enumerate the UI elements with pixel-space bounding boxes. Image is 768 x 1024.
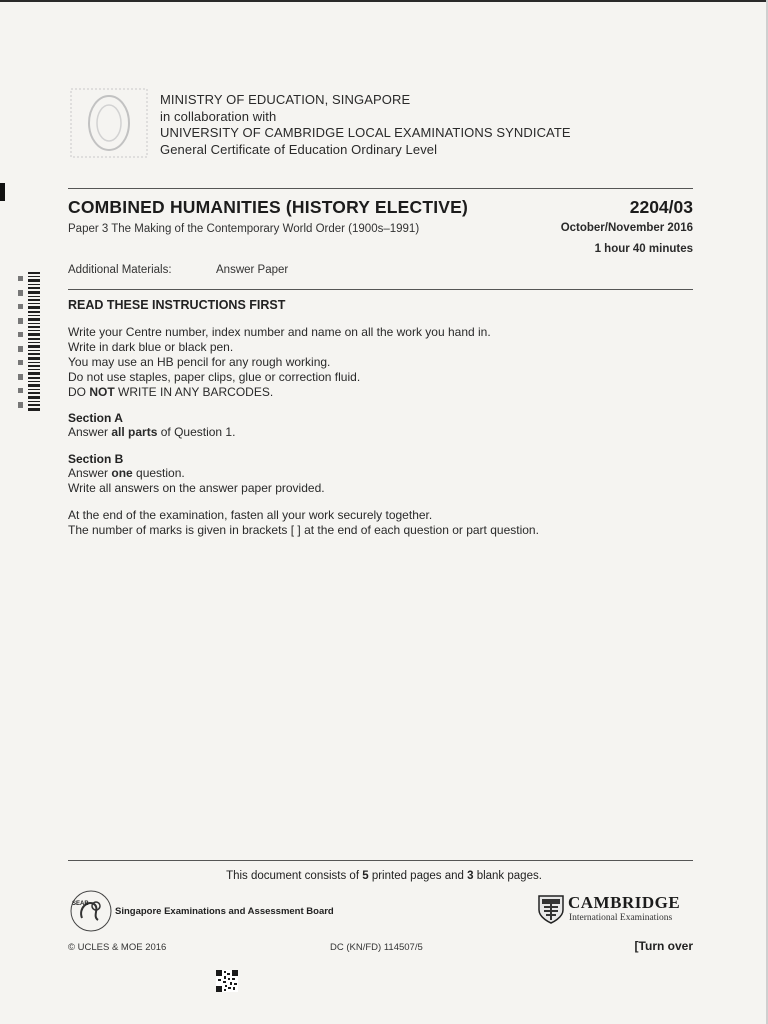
- ministry-line: MINISTRY OF EDUCATION, SINGAPORE: [160, 92, 411, 107]
- instructions-list: [68, 325, 491, 400]
- paper-title: Paper 3 The Making of the Contemporary World Order (1900s–1991): [68, 223, 420, 235]
- cambridge-shield-icon: [537, 894, 565, 924]
- section-b: [68, 452, 325, 496]
- emphasis-not: NOT: [89, 385, 115, 399]
- section-a-title: Section A: [68, 411, 123, 425]
- copyright: © UCLES & MOE 2016: [68, 942, 167, 953]
- text-run: question.: [132, 466, 185, 480]
- text-run: blank pages.: [473, 870, 542, 882]
- text-run: Answer: [68, 466, 112, 480]
- exam-duration: 1 hour 40 minutes: [594, 243, 693, 255]
- emphasis-one: one: [111, 466, 133, 480]
- text-run: This document consists of: [226, 870, 363, 882]
- ministry-header: [160, 92, 571, 158]
- exam-code: 2204/03: [629, 197, 693, 217]
- barcode-icon: [14, 270, 40, 416]
- closing-instructions: [68, 508, 539, 538]
- seab-name: Singapore Examinations and Assessment Board: [115, 906, 334, 917]
- ministry-line: General Certificate of Education Ordinary Level: [160, 141, 438, 157]
- cambridge-subtitle: International Examinations: [569, 913, 673, 923]
- materials-value: Answer Paper: [216, 264, 289, 276]
- instruction-line: Write your Centre number, index number and name on all the work you hand in.: [68, 325, 491, 339]
- binder-mark: [0, 183, 5, 201]
- blank-pages-count: 3: [467, 870, 474, 882]
- divider-footer: [68, 860, 693, 861]
- printed-pages-count: 5: [362, 870, 369, 882]
- section-b-instruction: [68, 466, 325, 481]
- turn-over: [Turn over: [634, 939, 693, 953]
- text-run: of Question 1.: [157, 425, 236, 439]
- closing-line: The number of marks is given in brackets [ ] at the end of each question or part question.: [68, 523, 539, 537]
- cambridge-wordmark: CAMBRIDGE: [568, 893, 681, 912]
- emphasis-all-parts: all parts: [111, 425, 158, 439]
- text-run: WRITE IN ANY BARCODES.: [114, 385, 274, 399]
- ministry-line: UNIVERSITY OF CAMBRIDGE LOCAL EXAMINATIONS SYNDICATE: [160, 125, 571, 140]
- ministry-line: in collaboration with: [160, 108, 277, 124]
- section-a-instruction: [68, 425, 235, 440]
- divider-instructions: [68, 289, 693, 290]
- divider-top: [68, 188, 693, 189]
- instruction-line: Write in dark blue or black pen.: [68, 340, 234, 354]
- section-a: [68, 411, 235, 440]
- closing-line: At the end of the examination, fasten all your work securely together.: [68, 508, 433, 522]
- exam-session: October/November 2016: [560, 222, 693, 234]
- text-run: Answer: [68, 425, 112, 439]
- page-count-note: [0, 870, 768, 882]
- ministry-crest-icon: [70, 88, 148, 158]
- text-run: printed pages and: [368, 870, 468, 882]
- section-b-line2: Write all answers on the answer paper provided.: [68, 481, 325, 495]
- instruction-line: You may use an HB pencil for any rough working.: [68, 355, 331, 369]
- document-reference: DC (KN/FD) 114507/5: [330, 942, 423, 953]
- section-b-title: Section B: [68, 452, 124, 466]
- seab-logo-text: SEAB: [72, 901, 89, 907]
- instruction-line-barcodes: [68, 385, 491, 400]
- instructions-heading: READ THESE INSTRUCTIONS FIRST: [68, 298, 286, 312]
- page-top-edge: [0, 0, 766, 2]
- materials-label: Additional Materials:: [68, 264, 172, 276]
- exam-title: COMBINED HUMANITIES (HISTORY ELECTIVE): [68, 197, 469, 217]
- seab-logo-icon: [68, 888, 114, 934]
- text-run: DO: [68, 385, 90, 399]
- instruction-line: Do not use staples, paper clips, glue or correction fluid.: [68, 370, 361, 384]
- qr-code-icon: [216, 970, 238, 992]
